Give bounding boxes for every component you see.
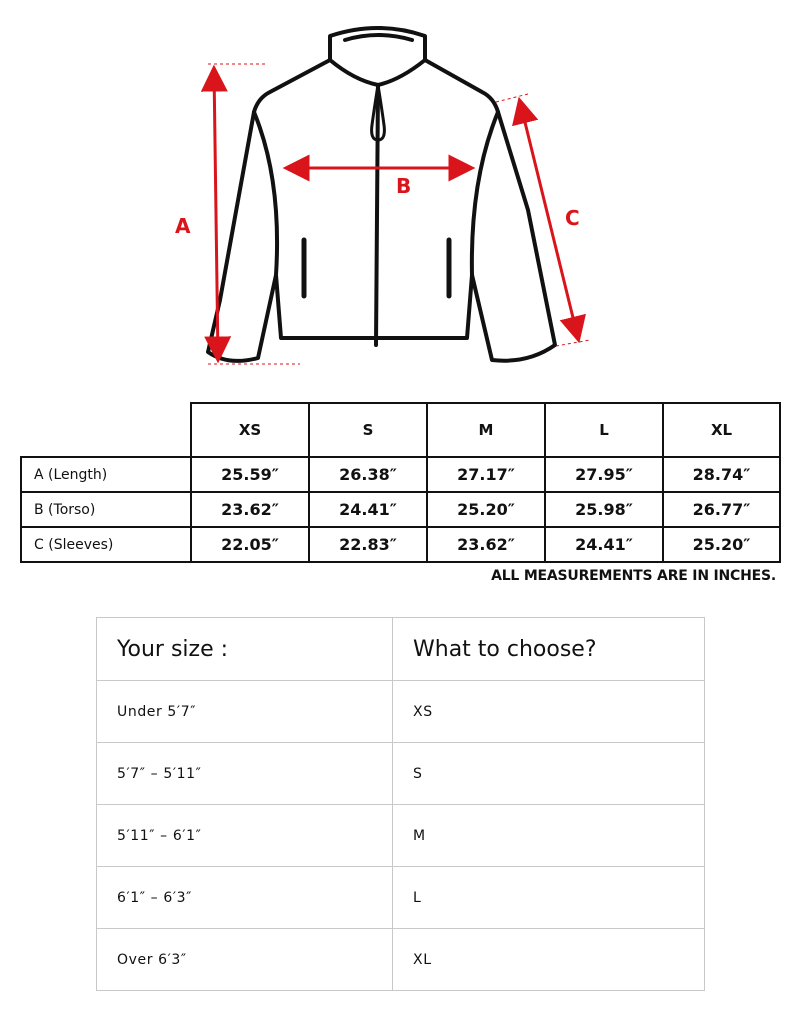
table-row xyxy=(97,743,705,805)
table-row xyxy=(97,805,705,867)
measure-value: 28.74″ xyxy=(663,457,780,492)
table-row xyxy=(21,527,780,562)
measure-value: 23.62″ xyxy=(427,527,545,562)
measure-value: 22.05″ xyxy=(191,527,309,562)
height-range: 5′7″ – 5′11″ xyxy=(97,743,393,805)
your-size-header: Your size : xyxy=(97,618,393,681)
measure-value: 25.98″ xyxy=(545,492,663,527)
height-range: Under 5′7″ xyxy=(97,681,393,743)
label-b: B xyxy=(396,174,412,198)
what-to-choose-header: What to choose? xyxy=(393,618,705,681)
size-header: M xyxy=(427,403,545,457)
table-row xyxy=(97,681,705,743)
size-header: XL xyxy=(663,403,780,457)
height-range: 5′11″ – 6′1″ xyxy=(97,805,393,867)
measure-value: 26.77″ xyxy=(663,492,780,527)
measure-value: 26.38″ xyxy=(309,457,427,492)
table-row xyxy=(97,867,705,929)
size-header-row xyxy=(21,403,780,457)
size-guide-header-row xyxy=(97,618,705,681)
measurement-table xyxy=(20,402,781,563)
measure-value: 25.20″ xyxy=(427,492,545,527)
measure-value: 25.59″ xyxy=(191,457,309,492)
measure-value: 23.62″ xyxy=(191,492,309,527)
row-label: B (Torso) xyxy=(21,492,191,527)
table-row xyxy=(97,929,705,991)
recommended-size: S xyxy=(393,743,705,805)
recommended-size: XL xyxy=(393,929,705,991)
size-guide-table xyxy=(96,617,705,991)
measure-value: 22.83″ xyxy=(309,527,427,562)
label-c: C xyxy=(565,206,580,230)
jacket-diagram xyxy=(0,0,800,380)
height-range: 6′1″ – 6′3″ xyxy=(97,867,393,929)
measure-value: 25.20″ xyxy=(663,527,780,562)
size-header: L xyxy=(545,403,663,457)
measure-value: 24.41″ xyxy=(545,527,663,562)
measure-value: 27.95″ xyxy=(545,457,663,492)
measure-value: 27.17″ xyxy=(427,457,545,492)
blank-cell xyxy=(21,403,191,457)
recommended-size: M xyxy=(393,805,705,867)
height-range: Over 6′3″ xyxy=(97,929,393,991)
row-label: A (Length) xyxy=(21,457,191,492)
row-label: C (Sleeves) xyxy=(21,527,191,562)
table-row xyxy=(21,457,780,492)
size-header: XS xyxy=(191,403,309,457)
recommended-size: XS xyxy=(393,681,705,743)
label-a: A xyxy=(175,214,191,238)
recommended-size: L xyxy=(393,867,705,929)
size-header: S xyxy=(309,403,427,457)
table-row xyxy=(21,492,780,527)
jacket-outline xyxy=(208,28,555,361)
units-note: ALL MEASUREMENTS ARE IN INCHES. xyxy=(491,568,776,584)
measure-value: 24.41″ xyxy=(309,492,427,527)
